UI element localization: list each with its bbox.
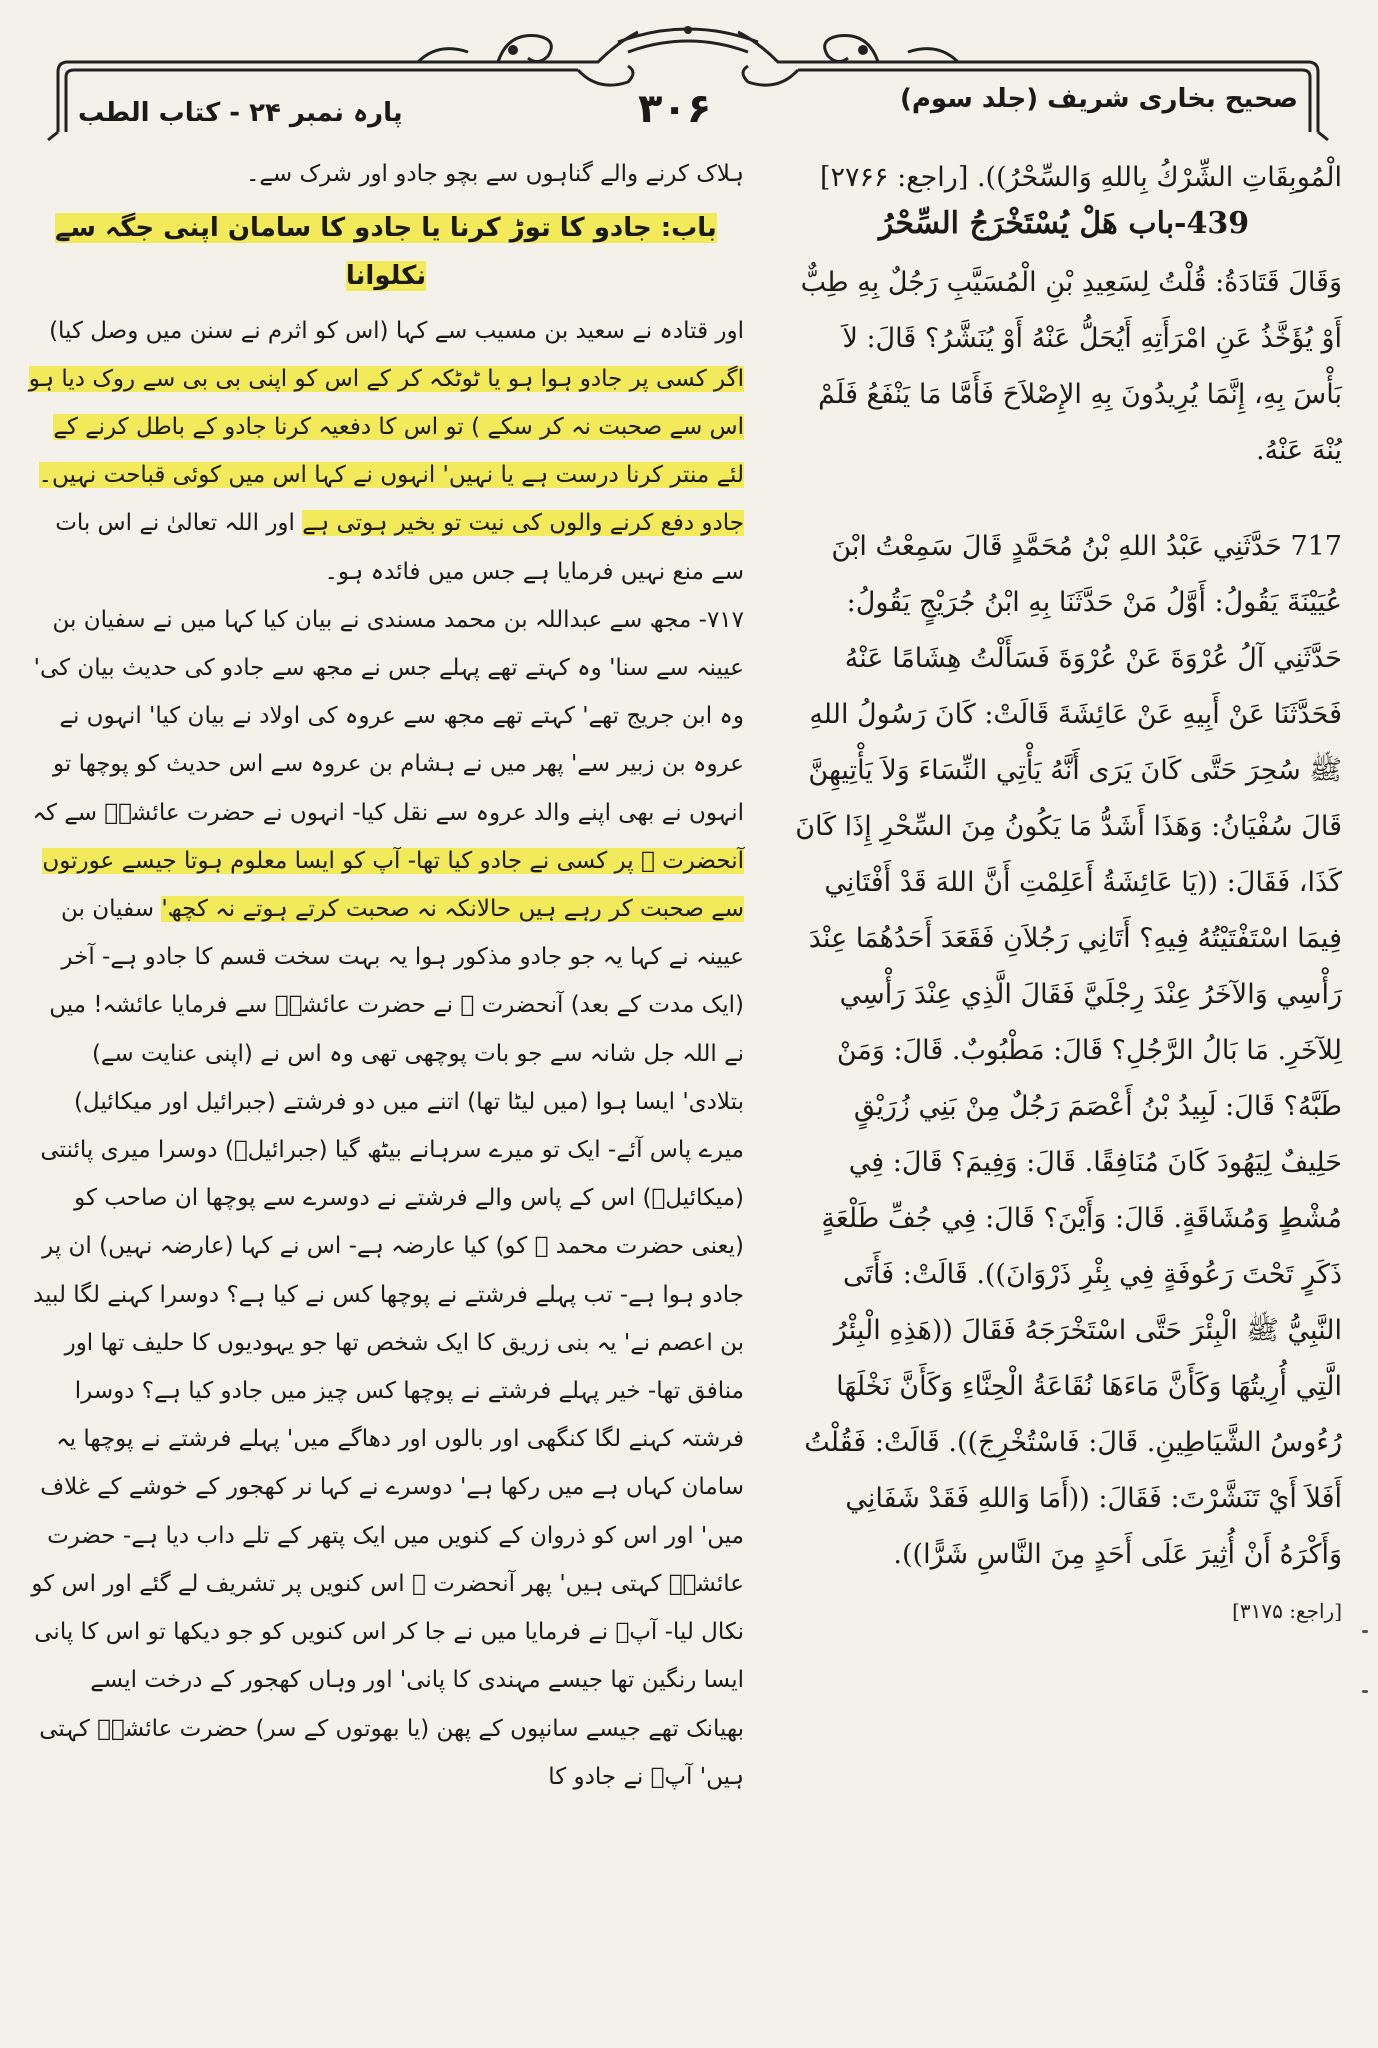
urdu-chapter-text-highlighted: اگر کسی پر جادو ہوا ہو یا ٹوٹکہ کر کے اس کو اپنی بی بی سے روک دیا ہو اس سے صحبت نہ کر سکے ) تو اس کا دفعیہ کرنا جادو کے باطل کرنے کے لئے منتر کرنا درست ہے یا نہیں' انہوں نے کہا اس میں کوئی قباحت نہیں۔ جادو دفع کرنے والوں کی نیت تو بخیر ہوتی ہے [28,365,744,537]
urdu-hadith-highlighted: آنحضرت ﷺ پر کسی نے جادو کیا تھا- آپ کو ایسا معلوم ہوتا جیسے عورتوں سے صحبت کر رہے ہیں حالانکہ نہ صحبت کرتے ہوتے نہ کچھ' [42,847,744,923]
urdu-hadith-text [28,596,744,1801]
arabic-hadith-reference: [راجع: ۳۱۷۵] [1232,1599,1342,1623]
urdu-column [28,150,744,1801]
urdu-chapter-text-plain: اور قتادہ نے سعید بن مسیب سے کہا (اس کو اثرم نے سنن میں وصل کیا) [49,317,744,344]
header-left-title: پارہ نمبر ۲۴ - کتاب الطب [78,98,403,128]
urdu-chapter-heading [28,204,744,300]
arabic-hadith-text: 717 حَدَّثَنِي عَبْدُ اللهِ بْنُ مُحَمَّدٍ قَالَ سَمِعْتُ ابْنَ عُيَيْنَةَ يَقُولُ: أَوَّلُ مَنْ حَدَّثَنَا بِهِ ابْنُ جُرَيْجٍ يَقُولُ: حَدَّثَنِي آلُ عُرْوَةَ عَنْ عُرْوَةَ فَسَأَلْتُ هِشَامًا عَنْهُ فَحَدَّثَنَا عَنْ أَبِيهِ عَنْ عَائِشَةَ قَالَتْ: كَانَ رَسُولُ اللهِ ﷺ سُحِرَ حَتَّى كَانَ يَرَى أَنَّهُ يَأْتِي النِّسَاءَ وَلاَ يَأْتِيهِنَّ قَالَ سُفْيَانُ: وَهَذَا أَشَدُّ مَا يَكُونُ مِنَ السِّحْرِ إِذَا كَانَ كَذَا، فَقَالَ: ((يَا عَائِشَةُ أَعَلِمْتِ أَنَّ اللهَ قَدْ أَفْتَانِي فِيمَا اسْتَفْتَيْتُهُ فِيهِ؟ أَتَانِي رَجُلاَنِ فَقَعَدَ أَحَدُهُمَا عِنْدَ رَأْسِي وَالآخَرُ عِنْدَ رِجْلَيَّ فَقَالَ الَّذِي عِنْدَ رَأْسِي لِلآخَرِ. مَا بَالُ الرَّجُلِ؟ قَالَ: مَطْبُوبٌ. قَالَ: وَمَنْ طَبَّهُ؟ قَالَ: لَبِيدُ بْنُ أَعْصَمَ رَجُلٌ مِنْ بَنِي زُرَيْقٍ حَلِيفٌ لِيَهُودَ كَانَ مُنَافِقًا. قَالَ: وَفِيمَ؟ قَالَ: فِي مُشْطٍ وَمُشَاقَةٍ. قَالَ: وَأَيْنَ؟ قَالَ: فِي جُفِّ طَلْعَةٍ ذَكَرٍ تَحْتَ رَعُوفَةٍ فِي بِئْرِ ذَرْوَانَ)). قَالَتْ: فَأَتَى النَّبِيُّ ﷺ الْبِئْرَ حَتَّى اسْتَخْرَجَهُ فَقَالَ ((هَذِهِ الْبِئْرُ الَّتِي أُرِيتُهَا وَكَأَنَّ مَاءَهَا نُقَاعَةُ الْحِنَّاءِ وَكَأَنَّ نَخْلَهَا رُءُوسُ الشَّيَاطِينِ. قَالَ: فَاسْتُخْرِجَ)). قَالَتْ: فَقُلْتُ أَفَلاَ أَيْ تَنَشَّرْتَ: فَقَالَ: ((أَمَا وَاللهِ فَقَدْ شَفَانِي وَأَكْرَهُ أَنْ أُثِيرَ عَلَى أَحَدٍ مِنَ النَّاسِ شَرًّا)). [795,531,1342,1570]
header-right-title: صحیح بخاری شریف (جلد سوم) [899,84,1298,114]
arabic-chapter-heading: 439-باب هَلْ يُسْتَخْرَجُ السِّحْرُ [878,206,1250,241]
margin-mark [1362,1630,1368,1633]
page-header [38,22,1338,142]
margin-mark [1362,1690,1368,1693]
spacer [786,479,1342,519]
urdu-hadith-part1: ۷۱۷- مجھ سے عبداللہ بن محمد مسندی نے بیان کیا کہا میں نے سفیان بن عیینہ سے سنا' وہ کہتے تھے پہلے جس نے مجھ سے جادو کی حدیث بیان کی' وہ ابن جریج تھے' کہتے تھے مجھ سے عروہ کی اولاد نے بیان کیا' انہوں نے عروہ بن زبیر سے' پھر میں نے ہشام بن عروہ سے اس حدیث کو پوچھا تو انہوں نے بھی اپنے والد عروہ سے نقل کیا- انہوں نے حضرت عائشہؓ سے کہ [32,606,744,826]
urdu-chapter-text-end: اور اللہ تعالیٰ نے اس بات سے منع نہیں فرمایا ہے جس میں فائدہ ہو۔ [55,510,744,585]
arabic-column [786,150,1342,1639]
page-number: ۳۰۶ [638,86,712,132]
urdu-hadith-part2: سفیان بن عیینہ نے کہا یہ جو جادو مذکور ہوا یہ بہت سخت قسم کا جادو ہے- آخر (ایک مدت کے بعد) آنحضرت ﷺ نے حضرت عائشہؓ سے فرمایا عائشہ! میں نے اللہ جل شانہ سے جو بات پوچھی تھی وہ اس نے (اپنی عنایت سے) بتلادی' ایسا ہوا (میں لیٹا تھا) اتنے میں دو فرشتے (جبرائیل اور میکائیل) میرے پاس آئے- ایک تو میرے سرہانے بیٹھ گیا (جبرائیلؑ) دوسرا میری پائنتی (میکائیلؑ) اس کے پاس والے فرشتے نے دوسرے سے پوچھا ان صاحب کو (یعنی حضرت محمد ﷺ کو) کیا عارضہ ہے- اس نے کہا (عارضہ نہیں) ان پر جادو ہوا ہے- تب پہلے فرشتے نے پوچھا کس نے کیا ہے؟ دوسرا کہنے لگا لبید بن اعصم نے' یہ بنی زریق کا ایک شخص تھا جو یہودیوں کا حلیف تھا اور منافق تھا- خیر پہلے فرشتے نے پوچھا کس چیز میں جادو کیا ہے؟ دوسرا فرشتہ کہنے لگا کنگھی اور بالوں اور دھاگے میں' پہلے فرشتے نے پوچھا یہ سامان کہاں ہے میں رکھا ہے' دوسرے نے کہا نر کھجور کے خوشے کے غلاف میں' اور اس کو ذروان کے کنویں میں ایک پتھر کے تلے داب دیا ہے- حضرت عائشہؓ کہتی ہیں' پھر آنحضرت ﷺ اس کنویں پر تشریف لے گئے اور اس کو نکال لیا- آپؐ نے فرمایا میں نے جا کر اس کنویں کو جو دیکھا تو اس کا پانی ایسا رنگین تھا جیسے مہندی کا پانی' اور وہاں کھجور کے درخت ایسے بھیانک تھے جیسے سانپوں کے پھن (یا بھوتوں کے سر) حضرت عائشہؓ کہتی ہیں' آپؐ نے جادو کا [31,896,744,1790]
urdu-chapter-text [28,307,744,596]
arabic-chapter-text: وَقَالَ قَتَادَةُ: قُلْتُ لِسَعِيدِ بْنِ الْمُسَيَّبِ رَجُلٌ بِهِ طِبٌّ أَوْ يُؤَخَّذُ عَنِ امْرَأَتِهِ أَيُحَلُّ عَنْهُ أَوْ يُنَشَّرُ؟ قَالَ: لاَ بَأْسَ بِهِ، إِنَّمَا يُرِيدُونَ بِهِ الإِصْلاَحَ فَأَمَّا مَا يَنْفَعُ فَلَمْ يُنْهَ عَنْهُ. [800,267,1342,466]
urdu-intro-line: ہلاک کرنے والے گناہوں سے بچو جادو اور شرک سے۔ [245,161,744,187]
urdu-chapter-heading-text: باب: جادو کا توڑ کرنا یا جادو کا سامان اپنی جگہ سے نکلوانا [55,213,717,292]
arabic-intro-line: الْمُوبِقَاتِ الشِّرْكُ بِاللهِ وَالسِّحْرُ)). [راجع: ۲۷۶۶] [820,162,1342,193]
